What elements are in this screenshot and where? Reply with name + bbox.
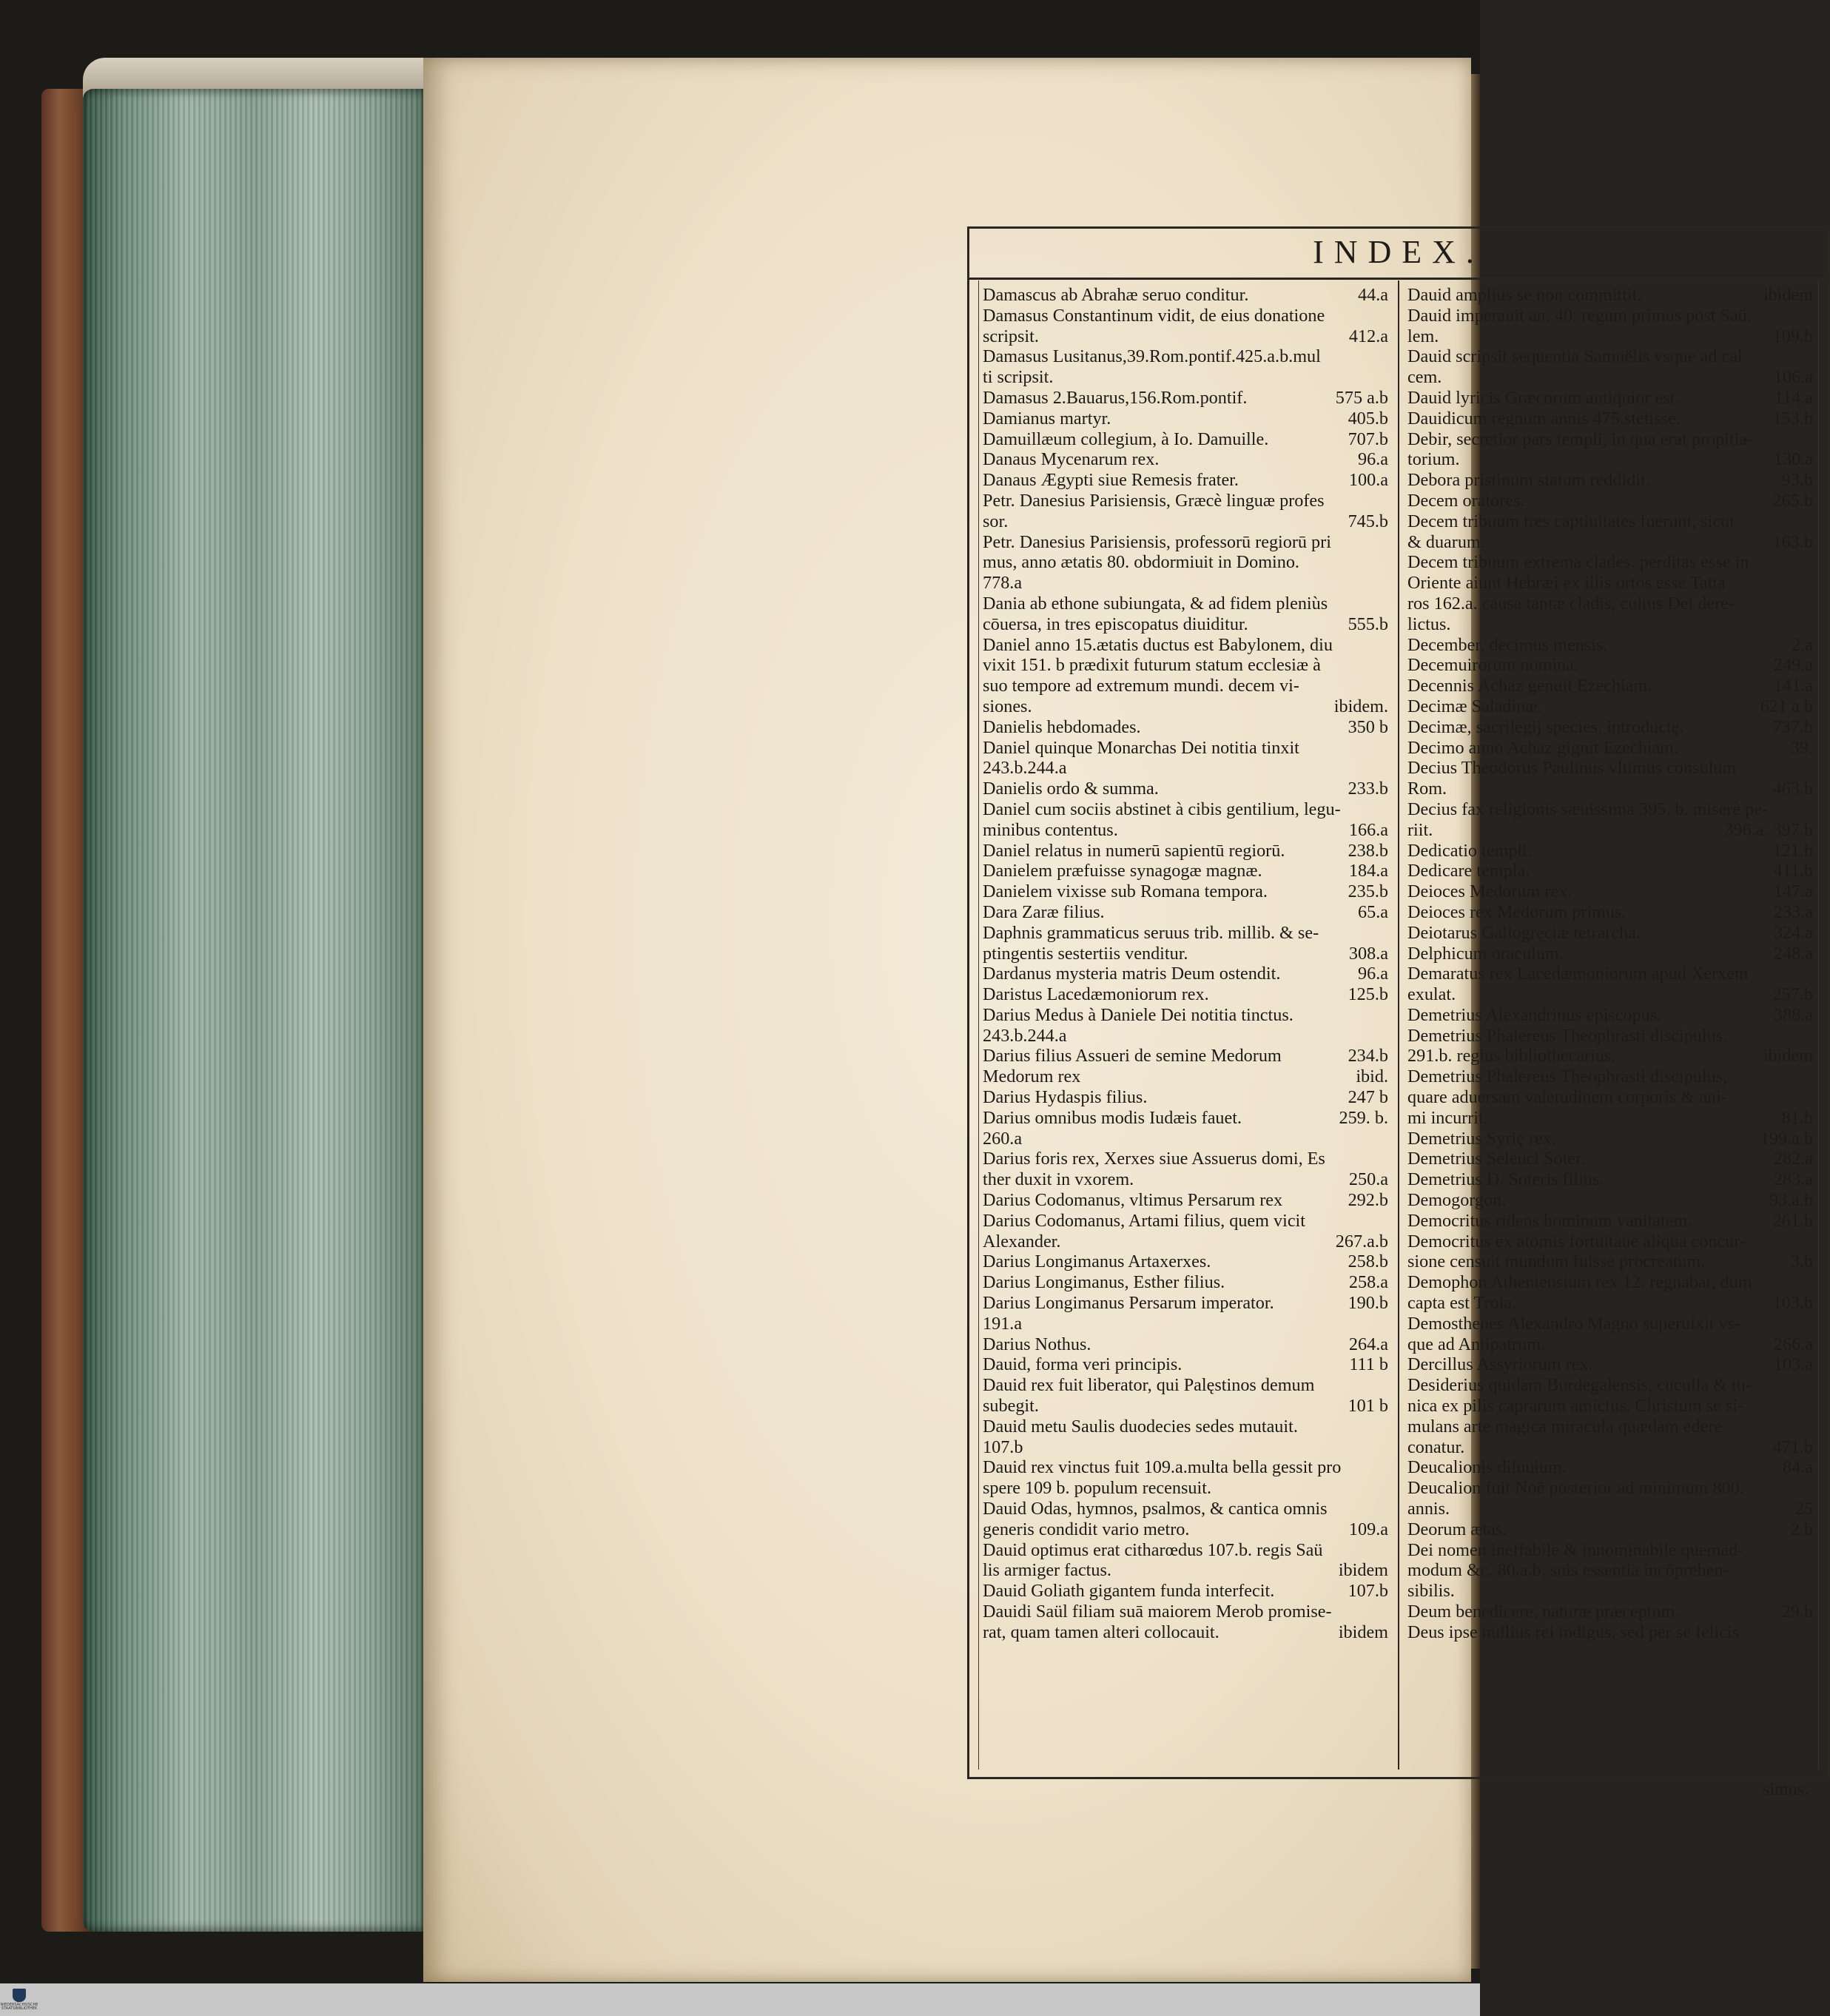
index-entry bbox=[1407, 676, 1813, 696]
index-entry bbox=[1407, 1602, 1813, 1622]
index-entry bbox=[983, 1129, 1388, 1149]
entry-text: Dauid rex vinctus fuit 109.a.multa bella gessit pro spere 109 b. populum recensuit. bbox=[983, 1457, 1342, 1499]
index-entry bbox=[983, 1499, 1388, 1540]
entry-page-ref: 238.b bbox=[1348, 840, 1388, 861]
entry-page-ref: 103.a bbox=[1773, 1354, 1813, 1375]
entry-page-ref: 190.b bbox=[1348, 1293, 1388, 1314]
entry-text: Decennis Achaz genuit Ezechiam. bbox=[1407, 676, 1652, 696]
index-entry bbox=[983, 470, 1388, 491]
index-entry bbox=[1407, 717, 1813, 738]
entry-text: Dauid metu Saulis duodecies sedes mutauit. 107.b bbox=[983, 1416, 1298, 1457]
entry-text: Decius Theodorus Paulinus vltimus consulum Rom. bbox=[1407, 758, 1737, 799]
entry-page-ref: 265.b bbox=[1772, 490, 1813, 511]
entry-text: Deus ipse nullius rei indigus, sed per se felicis bbox=[1407, 1622, 1740, 1642]
library-logo-text: NIEDERSÄCHSISCHE STAATSBIBLIOTHEK bbox=[0, 2003, 38, 2011]
entry-text: 191.a bbox=[983, 1313, 1023, 1334]
entry-page-ref: 93.b bbox=[1781, 470, 1813, 491]
index-entry bbox=[1407, 1478, 1813, 1519]
index-entry bbox=[1407, 1540, 1813, 1602]
index-entry bbox=[983, 717, 1388, 738]
entry-text: Dedicare templa. bbox=[1407, 861, 1530, 881]
index-entry bbox=[983, 881, 1388, 902]
index-entry bbox=[983, 1005, 1388, 1046]
entry-text: Demophon Atheniensium rex 12. regnabat, dum capta est Troia. bbox=[1407, 1272, 1752, 1314]
entry-page-ref: 575 a.b bbox=[1335, 387, 1388, 408]
entry-text: Daristus Lacedæmoniorum rex. bbox=[983, 984, 1209, 1005]
viewer-footer-bar bbox=[0, 1983, 1480, 2016]
index-entry bbox=[1407, 1354, 1813, 1375]
entry-page-ref: ibidem bbox=[1763, 1046, 1813, 1066]
entry-page-ref: ibidem bbox=[1338, 1560, 1388, 1581]
entry-text: Danielis ordo & summa. bbox=[983, 779, 1159, 799]
entry-page-ref: 109.b bbox=[1772, 326, 1813, 346]
entry-text: Dauid Odas, hymnos, psalmos, & cantica omnis generis condidit vario metro. bbox=[983, 1499, 1328, 1539]
entry-page-ref: ibid. bbox=[1356, 1066, 1388, 1087]
index-entry bbox=[983, 635, 1388, 717]
library-logo bbox=[0, 1985, 38, 2015]
index-entry bbox=[983, 1375, 1388, 1417]
index-entry bbox=[983, 841, 1388, 861]
index-entry bbox=[983, 779, 1388, 799]
library-emblem-icon bbox=[13, 1989, 26, 2002]
entry-text: Danielem præfuisse synagogæ magnæ. bbox=[983, 861, 1262, 881]
entry-page-ref: 2.b bbox=[1790, 1519, 1813, 1539]
index-entry bbox=[983, 285, 1388, 306]
entry-text: Dara Zaræ filius. bbox=[983, 901, 1105, 922]
index-entry bbox=[983, 388, 1388, 409]
entry-page-ref: 267.a.b bbox=[1335, 1231, 1388, 1251]
index-entry bbox=[983, 1581, 1388, 1602]
right-margin-rule bbox=[1818, 280, 1819, 1770]
entry-text: Petr. Danesius Parisiensis, professorū regiorū pri mus, anno ætatis 80. obdormiuit in Domino. 778.a bbox=[983, 531, 1331, 594]
index-entry bbox=[983, 1334, 1388, 1355]
index-entry bbox=[1407, 1211, 1813, 1232]
entry-text: Decem tribuum tres captiuitates fuerunt, sicut & duarum. bbox=[1407, 511, 1735, 552]
entry-text: Danaus Ægypti siue Remesis frater. bbox=[983, 470, 1239, 491]
index-entry bbox=[1407, 1149, 1813, 1169]
entry-text: Demosthenes Alexandro Magno superuixit vs- que ad Antipatrum. bbox=[1407, 1313, 1741, 1354]
index-entry bbox=[1407, 306, 1813, 347]
index-entry bbox=[1407, 1232, 1813, 1273]
entry-text: Darius omnibus modis Iudæis fauet. bbox=[983, 1107, 1242, 1128]
entry-page-ref: 233.a bbox=[1773, 901, 1813, 922]
entry-text: Demaratus rex Lacedæmoniorum apud Xerxem exulat. bbox=[1407, 964, 1749, 1005]
entry-text: Darius Nothus. bbox=[983, 1334, 1091, 1354]
entry-text: Damuillæum collegium, à Io. Damuille. bbox=[983, 429, 1269, 449]
entry-page-ref: 707.b bbox=[1348, 429, 1388, 449]
entry-text: Daniel cum sociis abstinet à cibis gentilium, legu- minibus contentus. bbox=[983, 799, 1341, 840]
entry-text: Decimo anno Achaz gignit Ezechiam. bbox=[1407, 737, 1679, 758]
entry-text: Daniel anno 15.ætatis ductus est Babylonem, diu vixit 151. b prædixit futurum statum ecclesiæ à suo tempore ad extremum mundi. decem vi- siones. bbox=[983, 634, 1333, 716]
entry-page-ref: 96.a bbox=[1358, 964, 1388, 984]
index-entry bbox=[1407, 1375, 1813, 1457]
entry-text: Dauidicum regnum annis 475.stetisse. bbox=[1407, 408, 1681, 429]
entry-text: Dercillus Assyriorum rex. bbox=[1407, 1354, 1593, 1375]
entry-text: Daniel quinque Monarchas Dei notitia tinxit 243.b.244.a bbox=[983, 737, 1299, 779]
entry-page-ref: 412.a bbox=[1348, 326, 1388, 346]
entry-text: Demetrius Alexandrinus episcopus. bbox=[1407, 1004, 1662, 1025]
entry-text: Desiderius quidam Burdegalensis, cuculla & tu- nica ex pilis caprarum amictus, Christum se si- mulans arte magica miracula quædam edere conatur. bbox=[1407, 1375, 1752, 1457]
entry-text: Democritus ex atomis fortuitàue aliqua concur- sione censuit mundum fuisse procreatum. bbox=[1407, 1231, 1746, 1272]
index-entry bbox=[983, 1602, 1388, 1643]
entry-text: Damasus Constantinum vidit, de eius donatione scripsit. bbox=[983, 305, 1325, 346]
entry-text: Deucalionis diluuium. bbox=[1407, 1457, 1567, 1478]
index-entry bbox=[983, 1108, 1388, 1129]
entry-text: Dauidi Saül filiam suā maiorem Merob promise- rat, quam tamen alteri collocauit. bbox=[983, 1602, 1332, 1642]
index-entry bbox=[983, 429, 1388, 450]
entry-text: Darius filius Assueri de semine Medorum bbox=[983, 1046, 1282, 1066]
index-entry bbox=[983, 964, 1388, 984]
index-entry bbox=[983, 1087, 1388, 1108]
entry-page-ref: 44.a bbox=[1358, 285, 1388, 305]
index-entry bbox=[1407, 902, 1813, 923]
entry-page-ref: 147.a bbox=[1773, 881, 1813, 902]
entry-page-ref: 235.b bbox=[1348, 881, 1388, 902]
entry-text: Deucalion fuit Noë posterior ad minimum 800. annis. bbox=[1407, 1478, 1744, 1519]
entry-text: Darius Longimanus, Esther filius. bbox=[983, 1272, 1225, 1293]
entry-page-ref: 471.b bbox=[1772, 1437, 1813, 1457]
entry-text: Darius Medus à Daniele Dei notitia tinctus. 243.b.244.a bbox=[983, 1004, 1294, 1046]
entry-page-ref: 106.a bbox=[1773, 367, 1813, 388]
entry-text: Dauid imperauit an. 40. regum primus post Saü. lem. bbox=[1407, 305, 1752, 346]
entry-text: Dedicatio templi. bbox=[1407, 840, 1532, 861]
index-entry bbox=[983, 1190, 1388, 1211]
entry-text: Decem tribuum extrema clades. perditas esse in Oriente aiunt Hebræi ex illis ortos esse Tatta ros 162.a. causa tantæ cladis, cultus Dei dere- lictus. bbox=[1407, 552, 1749, 634]
entry-page-ref: 125.b bbox=[1348, 984, 1388, 1005]
index-entry bbox=[983, 449, 1388, 470]
index-entry bbox=[983, 306, 1388, 347]
entry-text: Dardanus mysteria matris Deum ostendit. bbox=[983, 964, 1281, 984]
entry-text: Deioces rex Medorum primus. bbox=[1407, 901, 1627, 922]
entry-text: Decem oratores. bbox=[1407, 490, 1525, 511]
entry-page-ref: 109.a bbox=[1348, 1519, 1388, 1539]
entry-text: Dauid Goliath gigantem funda interfecit. bbox=[983, 1581, 1275, 1602]
entry-text: December, decimus mensis. bbox=[1407, 634, 1608, 655]
index-entry bbox=[983, 346, 1388, 388]
index-entry bbox=[1407, 758, 1813, 799]
entry-text: 260.a bbox=[983, 1128, 1023, 1149]
index-entry bbox=[1407, 1026, 1813, 1067]
entry-page-ref: 199.a.b bbox=[1760, 1128, 1813, 1149]
entry-page-ref: 261.b bbox=[1772, 1210, 1813, 1231]
index-entry bbox=[1407, 429, 1813, 471]
entry-text: Danaus Mycenarum rex. bbox=[983, 449, 1160, 470]
entry-page-ref: 2.a bbox=[1792, 634, 1813, 655]
entry-page-ref: 292.b bbox=[1348, 1190, 1388, 1211]
entry-page-ref: 153.b bbox=[1772, 408, 1813, 429]
page-fore-edge bbox=[83, 89, 423, 1932]
index-entry bbox=[1407, 409, 1813, 429]
entry-text: Dauid optimus erat citharœdus 107.b. regis Saü lis armiger factus. bbox=[983, 1539, 1323, 1581]
entry-page-ref: 81.b bbox=[1781, 1107, 1813, 1128]
entry-text: Darius Longimanus Artaxerxes. bbox=[983, 1251, 1211, 1272]
entry-text: Deorum ætas. bbox=[1407, 1519, 1507, 1539]
entry-page-ref: 266.a bbox=[1773, 1334, 1813, 1354]
entry-text: Danielis hebdomades. bbox=[983, 716, 1141, 737]
index-entry bbox=[1407, 1129, 1813, 1149]
entry-text: Decimæ, sacrilegij species, introductę. bbox=[1407, 716, 1684, 737]
entry-page-ref: 101 b bbox=[1348, 1396, 1388, 1417]
entry-page-ref: 233.b bbox=[1348, 779, 1388, 799]
index-entry bbox=[983, 799, 1388, 841]
entry-page-ref: 163.b bbox=[1772, 531, 1813, 552]
entry-text: Damasus Lusitanus,39.Rom.pontif.425.a.b.mul ti scripsit. bbox=[983, 346, 1321, 388]
entry-page-ref: 411.b bbox=[1773, 861, 1813, 881]
entry-page-ref: 463.b bbox=[1772, 779, 1813, 799]
entry-page-ref: 257.b bbox=[1772, 984, 1813, 1005]
entry-text: Darius Hydaspis filius. bbox=[983, 1087, 1148, 1108]
entry-page-ref: 29.b bbox=[1781, 1602, 1813, 1622]
entry-text: Daniel relatus in numerū sapientū regiorū. bbox=[983, 840, 1285, 861]
entry-page-ref: 39. bbox=[1790, 737, 1813, 758]
index-column-left bbox=[983, 285, 1388, 1643]
index-entry bbox=[1407, 964, 1813, 1005]
index-entry bbox=[983, 1314, 1388, 1334]
entry-page-ref: 249.a bbox=[1773, 655, 1813, 676]
entry-text: Deioces Medorum rex. bbox=[1407, 881, 1572, 902]
entry-page-ref: 130.a bbox=[1773, 449, 1813, 470]
index-entry bbox=[983, 1272, 1388, 1293]
entry-page-ref: 555.b bbox=[1348, 614, 1388, 634]
entry-page-ref: 308.a bbox=[1348, 943, 1388, 964]
index-entry bbox=[1407, 841, 1813, 861]
entry-page-ref: 121.b bbox=[1772, 840, 1813, 861]
index-entry bbox=[983, 594, 1388, 635]
index-frame bbox=[967, 226, 1830, 1799]
entry-page-ref: 103.b bbox=[1772, 1293, 1813, 1314]
index-entry bbox=[1407, 1519, 1813, 1540]
entry-page-ref: 745.b bbox=[1348, 511, 1388, 531]
index-entry bbox=[1407, 696, 1813, 717]
index-entry bbox=[983, 923, 1388, 964]
entry-page-ref: 258.a bbox=[1348, 1272, 1388, 1293]
entry-page-ref: 737.b bbox=[1772, 716, 1813, 737]
entry-text: Darius Codomanus, Artami filius, quem vicit Alexander. bbox=[983, 1210, 1306, 1251]
index-entry bbox=[1407, 511, 1813, 553]
column-divider bbox=[1398, 280, 1399, 1770]
index-entry bbox=[1407, 1457, 1813, 1478]
entry-page-ref: 184.a bbox=[1348, 861, 1388, 881]
entry-text: Demogorgon. bbox=[1407, 1190, 1507, 1211]
entry-text: Demetrius Phalereus Theophrasti discipulus, quare aduersam valetudinem corporis & ani- mi incurrit. bbox=[1407, 1066, 1728, 1128]
index-entry bbox=[1407, 491, 1813, 511]
left-margin-rule bbox=[978, 280, 979, 1770]
entry-page-ref: 84.a bbox=[1783, 1457, 1813, 1478]
entry-text: Demetrius Seleuci Soter. bbox=[1407, 1149, 1585, 1169]
entry-text: Delphicum oraculum. bbox=[1407, 943, 1564, 964]
index-entry bbox=[983, 409, 1388, 429]
entry-text: Decimæ Saladinæ. bbox=[1407, 696, 1542, 716]
index-entry bbox=[983, 984, 1388, 1005]
entry-text: Darius foris rex, Xerxes siue Assuerus domi, Es ther duxit in vxorem. bbox=[983, 1149, 1325, 1190]
entry-page-ref: 324.a bbox=[1773, 922, 1813, 943]
index-entry bbox=[983, 1457, 1388, 1499]
entry-text: Medorum rex bbox=[983, 1066, 1081, 1087]
index-entry bbox=[1407, 346, 1813, 388]
index-entry bbox=[983, 532, 1388, 594]
entry-text: Damianus martyr. bbox=[983, 408, 1111, 429]
index-entry bbox=[1407, 1272, 1813, 1314]
index-entry bbox=[1407, 881, 1813, 902]
entry-text: Petr. Danesius Parisiensis, Græcè linguæ profes sor. bbox=[983, 490, 1325, 531]
entry-text: Darius Codomanus, vltimus Persarum rex bbox=[983, 1190, 1283, 1211]
entry-text: Debora pristinum statum reddidit. bbox=[1407, 470, 1650, 491]
entry-text: Dauid amplius se non committit. bbox=[1407, 285, 1642, 305]
page-title: INDEX. bbox=[1313, 234, 1484, 270]
index-entry bbox=[983, 1066, 1388, 1087]
catchword: simus. bbox=[1762, 1780, 1809, 1799]
index-entry bbox=[1407, 861, 1813, 881]
index-entry bbox=[983, 1354, 1388, 1375]
entry-text: Democritus ridens hominum vanitatem. bbox=[1407, 1210, 1692, 1231]
index-entry bbox=[1407, 799, 1813, 841]
entry-text: Deiotarus Gallogręciæ tetrarcha. bbox=[1407, 922, 1641, 943]
index-entry bbox=[1407, 944, 1813, 964]
index-entry bbox=[983, 738, 1388, 779]
index-entry bbox=[1407, 1314, 1813, 1355]
entry-text: Dania ab ethone subiungata, & ad fidem pleniùs cōuersa, in tres episcopatus diuiditur. bbox=[983, 593, 1328, 634]
index-entry bbox=[1407, 1190, 1813, 1211]
entry-page-ref: 396.a. 397.b bbox=[1724, 819, 1813, 840]
entry-page-ref: 247 b bbox=[1348, 1087, 1388, 1108]
entry-page-ref: 93.a.b bbox=[1769, 1190, 1813, 1211]
index-page bbox=[423, 58, 1813, 1982]
entry-text: Debir, secretior pars templi, in qua erat propitia- torium. bbox=[1407, 429, 1754, 470]
entry-text: Daphnis grammaticus seruus trib. millib. & se- ptingentis sestertiis venditur. bbox=[983, 922, 1319, 964]
index-entry bbox=[1407, 552, 1813, 634]
entry-text: Dei nomen ineffabile & innominabile quemad- modum &c. 80.a.b. suis essentia incōprehen- sibilis. bbox=[1407, 1539, 1744, 1602]
entry-page-ref: 96.a bbox=[1358, 449, 1388, 470]
index-entry bbox=[983, 1540, 1388, 1582]
index-entry bbox=[983, 902, 1388, 923]
entry-page-ref: ibidem. bbox=[1333, 696, 1388, 716]
entry-page-ref: 141.a bbox=[1773, 676, 1813, 696]
index-entry bbox=[1407, 388, 1813, 409]
index-entry bbox=[983, 1251, 1388, 1272]
entry-page-ref: ibidem bbox=[1763, 285, 1813, 305]
index-column-right bbox=[1407, 285, 1813, 1643]
index-entry bbox=[1407, 285, 1813, 306]
entry-text: Dauid lyricis Græcorum antiquior est. bbox=[1407, 387, 1680, 408]
entry-page-ref: 405.b bbox=[1348, 408, 1388, 429]
index-entry bbox=[983, 1417, 1388, 1458]
index-entry bbox=[983, 1293, 1388, 1314]
entry-page-ref: 65.a bbox=[1358, 901, 1388, 922]
index-entry bbox=[1407, 470, 1813, 491]
entry-page-ref: 350 b bbox=[1348, 716, 1388, 737]
entry-page-ref: 248.a bbox=[1773, 943, 1813, 964]
index-entry bbox=[983, 1046, 1388, 1066]
entry-page-ref: 259. b. bbox=[1339, 1107, 1388, 1128]
entry-page-ref: 264.a bbox=[1348, 1334, 1388, 1354]
entry-text: Darius Longimanus Persarum imperator. bbox=[983, 1293, 1274, 1314]
entry-page-ref: 621 a b bbox=[1760, 696, 1813, 716]
entry-text: Demetrius Phalereus Theophrasti discipulus. 291.b. regius bibliothecarius. bbox=[1407, 1025, 1728, 1066]
index-entry bbox=[1407, 655, 1813, 676]
entry-text: Dauid rex fuit liberator, qui Palęstinos demum subegit. bbox=[983, 1375, 1315, 1417]
entry-page-ref: 3.b bbox=[1790, 1251, 1813, 1272]
entry-page-ref: ibidem bbox=[1338, 1622, 1388, 1642]
index-entry bbox=[1407, 1066, 1813, 1128]
entry-page-ref: 107.b bbox=[1348, 1581, 1388, 1602]
index-entry bbox=[1407, 738, 1813, 759]
index-entry bbox=[1407, 1622, 1813, 1643]
entry-page-ref: 114.a bbox=[1774, 387, 1813, 408]
entry-page-ref: 25 bbox=[1794, 1499, 1813, 1519]
entry-page-ref: 283.a bbox=[1773, 1169, 1813, 1190]
entry-text: Dauid scripsit sequentia Samuëlis vsque ad cal cem. bbox=[1407, 346, 1743, 388]
entry-page-ref: 111 b bbox=[1349, 1354, 1388, 1375]
entry-page-ref: 282.a bbox=[1773, 1149, 1813, 1169]
entry-page-ref: 100.a bbox=[1348, 470, 1388, 491]
entry-page-ref: 250.a bbox=[1348, 1169, 1388, 1190]
header-rule bbox=[969, 278, 1828, 280]
entry-text: Decemuirorum nomina. bbox=[1407, 655, 1579, 676]
entry-text: Damascus ab Abrahæ seruo conditur. bbox=[983, 285, 1249, 305]
entry-text: Danielem vixisse sub Romana tempora. bbox=[983, 881, 1268, 902]
index-entry bbox=[1407, 1169, 1813, 1190]
entry-text: Demetrius D. Soteris filius. bbox=[1407, 1169, 1604, 1190]
index-entry bbox=[983, 861, 1388, 881]
entry-text: Deum benedicere, naturæ præceptum. bbox=[1407, 1602, 1680, 1622]
entry-text: Damasus 2.Bauarus,156.Rom.pontif. bbox=[983, 387, 1248, 408]
entry-page-ref: 258.b bbox=[1348, 1251, 1388, 1272]
index-entry bbox=[983, 491, 1388, 532]
entry-text: Dauid, forma veri principis. bbox=[983, 1354, 1183, 1375]
index-entry bbox=[1407, 923, 1813, 944]
index-entry bbox=[1407, 635, 1813, 656]
index-entry bbox=[1407, 1005, 1813, 1026]
entry-page-ref: 166.a bbox=[1348, 819, 1388, 840]
entry-page-ref: 388.a bbox=[1773, 1004, 1813, 1025]
entry-text: Decius fax religionis sæuissima 395. b. miserè pe- riit. bbox=[1407, 799, 1769, 840]
entry-page-ref: 234.b bbox=[1348, 1046, 1388, 1066]
index-entry bbox=[983, 1211, 1388, 1252]
entry-text: Demetrius Syrię rex. bbox=[1407, 1128, 1556, 1149]
index-entry bbox=[983, 1149, 1388, 1190]
